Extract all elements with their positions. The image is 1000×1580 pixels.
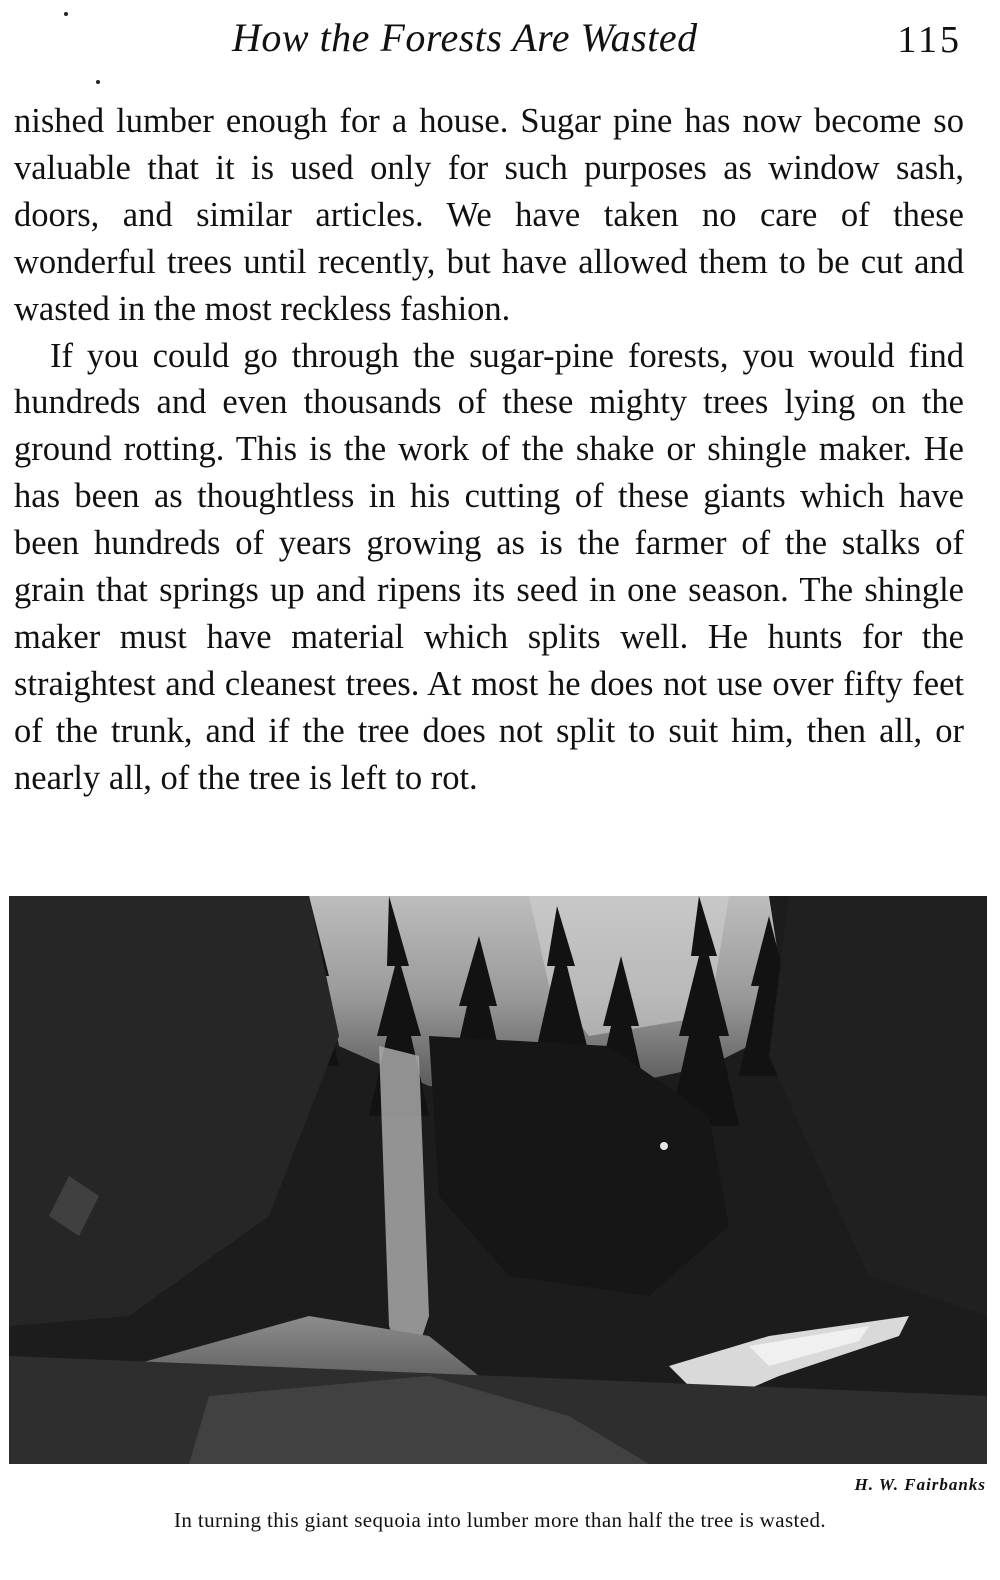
scan-speck <box>96 80 100 84</box>
body-text <box>14 98 964 802</box>
paragraph: If you could go through the sugar-pine forests, you would find hundreds and even thousands of these mighty trees lying on the ground rotting. This is the work of the shake or shingle maker. He has been as thoughtless in his cutting of these giants which have been hundreds of years growing as is the farmer of the stalks of grain that springs up and ripens its seed in one season. The shingle maker must have material which splits well. He hunts for the straightest and cleanest trees. At most he does not use over fifty feet of the trunk, and if the tree does not split to suit him, then all, or nearly all, of the tree is left to rot. <box>14 336 964 797</box>
page-number: 115 <box>897 19 962 61</box>
scan-speck <box>64 12 68 16</box>
paragraph: nished lumber enough for a house. Sugar pine has now become so valuable that it is used only for such purposes as window sash, doors, and similar articles. We have taken no care of these wonderful trees until recently, but have allowed them to be cut and wasted in the most reckless fashion. <box>14 102 964 328</box>
figure-caption: In turning this giant sequoia into lumber more than half the tree is wasted. <box>173 1508 827 1532</box>
running-head <box>0 14 1000 64</box>
felled-sequoia-photo <box>9 896 987 1464</box>
running-title: How the Forests Are Wasted <box>232 15 698 60</box>
photo-credit: H. W. Fairbanks <box>854 1475 986 1494</box>
photo-illustration <box>9 896 987 1464</box>
